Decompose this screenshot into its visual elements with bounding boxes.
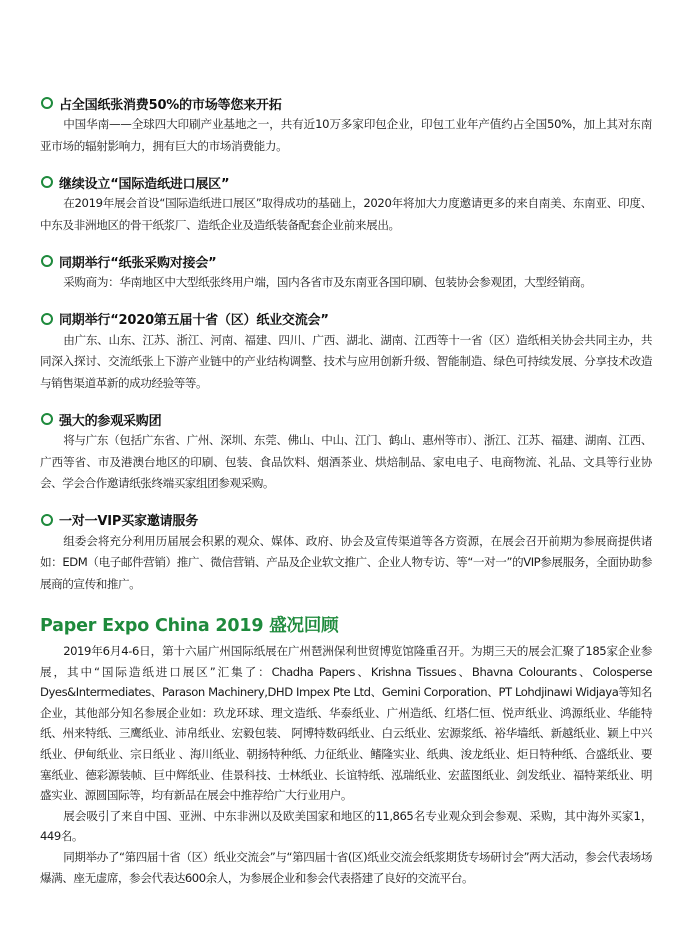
- section-vip-buyer-service: [40, 509, 652, 596]
- section-paragraph: 中国华南——全球四大印刷产业基地之一，共有近10万多家印包企业，印包工业年产值约占全国50%，加上其对东南亚市场的辐射影响力，拥有巨大的市场消费能力。: [40, 117, 652, 153]
- section-heading-text: 强大的参观采购团: [59, 413, 162, 429]
- section-buyer-delegation: [40, 408, 652, 495]
- section-heading-text: 同期举行“纸张采购对接会”: [59, 255, 217, 271]
- section-paragraph: 组委会将充分利用历届展会积累的观众、媒体、政府、协会及宣传渠道等各方资源，在展会召开前期为参展商提供诸如：EDM（电子邮件营销）推广、微信营销、产品及企业软文推广、企业人物专访、等“一对一”的VIP参展服务，全面协助参展商的宣传和推广。: [40, 533, 652, 591]
- section-heading-text: 继续设立“国际造纸进口展区”: [59, 176, 230, 192]
- section-paragraph: 由广东、山东、江苏、浙江、河南、福建、四川、广西、湖北、湖南、江西等十一省（区）造纸相关协会共同主办，共同深入探讨、交流纸张上下游产业链中的产业结构调整、技术与应用创新升级、智能制造、绿色可持续发展、分享技术改造与销售渠道革新的成功经验等等。: [40, 332, 652, 390]
- document-page: [40, 92, 652, 888]
- review-paragraph: 2019年6月4-6日，第十六届广州国际纸展在广州琶洲保利世贸博览馆隆重召开。为期三天的展会汇聚了185家企业参展，其中“国际造纸进口展区”汇集了：Chadha Papers、Krishna Tissues、Bhavna Colourants、Colosperse Dyes&Intermediates、Parason Machinery,DHD Impex Pte Ltd、Gemini Corporation、PT Lohdjinawi Widjaya等知名企业，其他部分知名参展企业如：玖龙环球、理文造纸、华泰纸业、广州造纸、红塔仁恒、悦声纸业、鸿源纸业、华能特纸、州来特纸、三鹰纸业、沛帛纸业、宏毅包装、 阿博特数码纸业、白云纸业、宏源浆纸、裕华墙纸、新越纸业、颖上中兴纸业、伊甸纸业、宗日纸业 、海川纸业、朝扬特种纸、力征纸业、鳍隆实业、纸典、浚龙纸业、炬日特种纸、合盛纸业、要塞纸业、德彩源装帧、巨中辉纸业、佳景科技、士林纸业、长谊特纸、泓瑞纸业、宏蓝图纸业、剑发纸业、福特莱纸业、明盛实业、源圆国际等，均有新品在展会中推荐给广大行业用户。: [40, 644, 652, 803]
- section-heading-text: 占全国纸张消费50%的市场等您来开拓: [59, 97, 282, 113]
- section-procurement-meeting: [40, 250, 652, 294]
- ring-bullet-icon: [41, 97, 53, 109]
- review-section: [40, 613, 652, 888]
- section-heading-text: 同期举行“2020第五届十省（区）纸业交流会”: [59, 313, 329, 328]
- ring-bullet-icon: [41, 255, 53, 267]
- ring-bullet-icon: [41, 176, 53, 188]
- section-paragraph: 将与广东（包括广东省、广州、深圳、东莞、佛山、中山、江门、鹤山、惠州等市）、浙江、江苏、福建、湖南、江西、广西等省、市及港澳台地区的印刷、包装、食品饮料、烟酒茶业、烘焙制品、家电电子、电商物流、礼品、文具等行业协会、学会合作邀请纸张终端买家组团参观采购。: [40, 433, 652, 490]
- section-heading: [40, 92, 652, 114]
- section-heading: [40, 509, 652, 531]
- ring-bullet-icon: [41, 514, 53, 526]
- section-paragraph: 在2019年展会首设“国际造纸进口展区”取得成功的基础上，2020年将加大力度邀请更多的来自南美、东南亚、印度、中东及非洲地区的骨干纸浆厂、造纸企业及造纸装备配套企业前来展出。: [40, 196, 652, 232]
- section-ten-provinces-forum: [40, 308, 652, 395]
- section-import-zone: [40, 171, 652, 236]
- review-paragraph: 展会吸引了来自中国、亚洲、中东非洲以及欧美国家和地区的11,865名专业观众到会参观、采购，其中海外买家1，449名。: [40, 808, 652, 844]
- section-heading-text: 一对一VIP买家邀请服务: [59, 514, 199, 529]
- section-heading: [40, 171, 652, 193]
- ring-bullet-icon: [41, 313, 53, 325]
- section-market-share: [40, 92, 652, 157]
- section-heading: [40, 408, 652, 430]
- review-paragraph: 同期举办了“第四届十省（区）纸业交流会”与“第四届十省(区)纸业交流会纸浆期货专场研讨会”两大活动，参会代表场场爆满、座无虚席，参会代表达600余人，为参展企业和参会代表搭建了良好的交流平台。: [40, 849, 652, 885]
- review-title: Paper Expo China 2019 盛况回顾: [40, 616, 339, 636]
- section-heading: [40, 308, 652, 330]
- section-paragraph: 采购商为：华南地区中大型纸张终用户端，国内各省市及东南亚各国印刷、包装协会参观团，大型经销商。: [63, 275, 592, 289]
- section-heading: [40, 250, 652, 272]
- ring-bullet-icon: [41, 413, 53, 425]
